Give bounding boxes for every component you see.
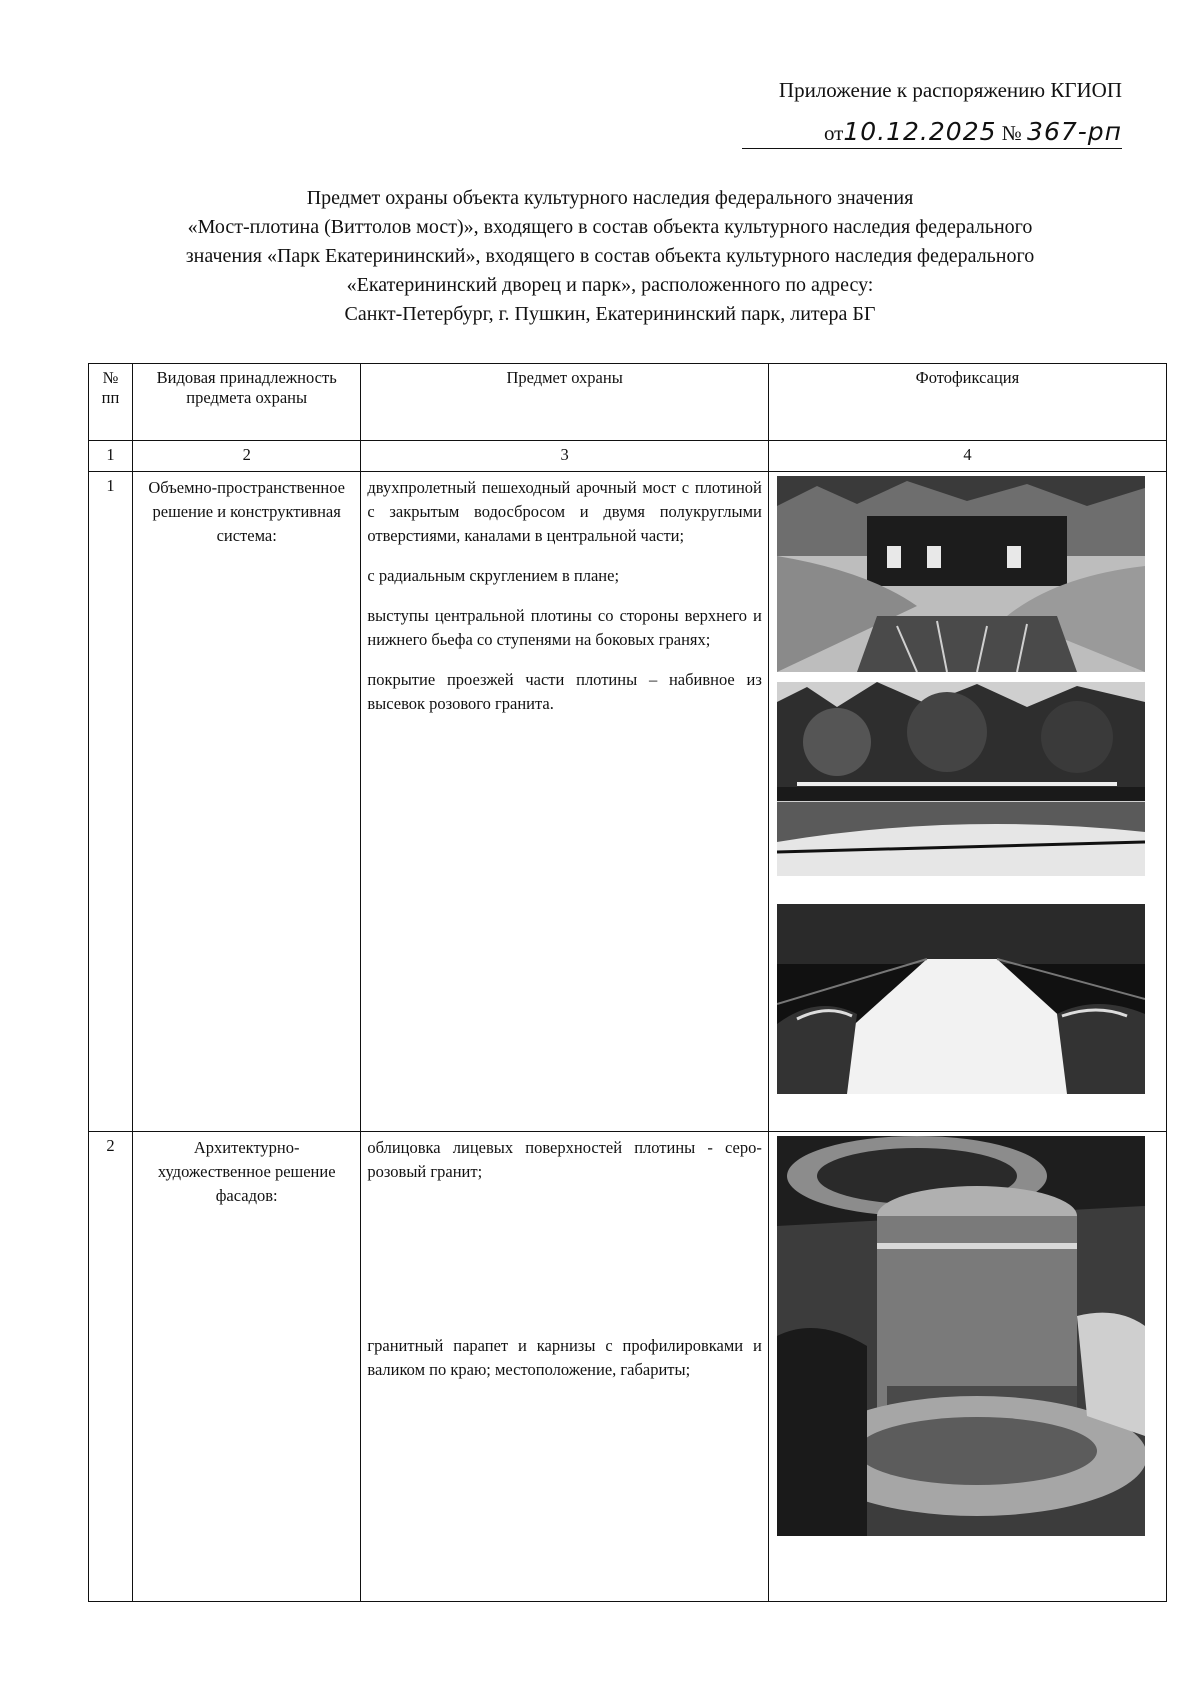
order-number: 367-рп [1027,117,1122,146]
title-line: «Мост-плотина (Виттолов мост)», входящего в состав объекта культурного наследия федерального [187,216,1033,238]
title-line: Санкт-Петербург, г. Пушкин, Екатерининский парк, литера БГ [344,303,876,325]
row-subject [361,472,769,1132]
column-number: 4 [768,441,1166,472]
appendix-caption: Приложение к распоряжению КГИОП [778,78,1122,102]
column-number: 3 [361,441,769,472]
signature-underline [742,148,1122,149]
row-category: Объемно-пространственное решение и конструктивная система: [133,472,361,1132]
column-number: 1 [89,441,133,472]
row-index: 1 [89,472,133,1132]
row-photos [768,1132,1166,1602]
title-line: Предмет охраны объекта культурного наследия федерального значения [306,187,914,209]
from-label: от [823,121,844,145]
row-photos [768,472,1166,1132]
subject-item: гранитный парапет и карнизы с профилировками и валиком по краю; местоположение, габариты; [367,1336,762,1379]
subject-item: покрытие проезжей части плотины – набивное из высевок розового гранита. [367,670,762,713]
row-category: Архитектурно-художественное решение фасадов: [133,1132,361,1602]
subject-item: выступы центральной плотины со стороны верхнего и нижнего бьефа со ступенями на боковых гранях; [367,606,762,649]
document-header [682,78,1122,151]
granite-parapet-photo [777,1136,1145,1536]
table-header-row [89,364,1167,441]
subject-item: с радиальным скруглением в плане; [367,566,620,585]
order-reference [682,117,1122,151]
order-date: 10.12.2025 [843,117,997,146]
column-number: 2 [133,441,361,472]
row-subject [361,1132,769,1602]
document-title [120,184,1100,329]
subject-item: облицовка лицевых поверхностей плотины - серо-розовый гранит; [367,1138,762,1181]
bridge-side-photo [777,682,1145,876]
bridge-deck-photo [777,904,1145,1094]
header-category: Видовая принадлежность предмета охраны [133,364,361,441]
row-index: 2 [89,1132,133,1602]
bridge-arch-photo [777,476,1145,672]
header-photos: Фотофиксация [768,364,1166,441]
table-row [89,1132,1167,1602]
protection-table [88,363,1167,1602]
table-row [89,472,1167,1132]
subject-item: двухпролетный пешеходный арочный мост с плотиной с закрытым водосбросом и двумя полукруглыми отверстиями, каналами в центральной части; [367,478,762,545]
title-line: значения «Парк Екатерининский», входящего в состав объекта культурного наследия федерального [185,245,1035,267]
number-label: № [1001,121,1022,145]
title-line: «Екатерининский дворец и парк», расположенного по адресу: [346,274,874,296]
header-number: № пп [89,364,133,441]
header-subject: Предмет охраны [361,364,769,441]
column-number-row [89,441,1167,472]
